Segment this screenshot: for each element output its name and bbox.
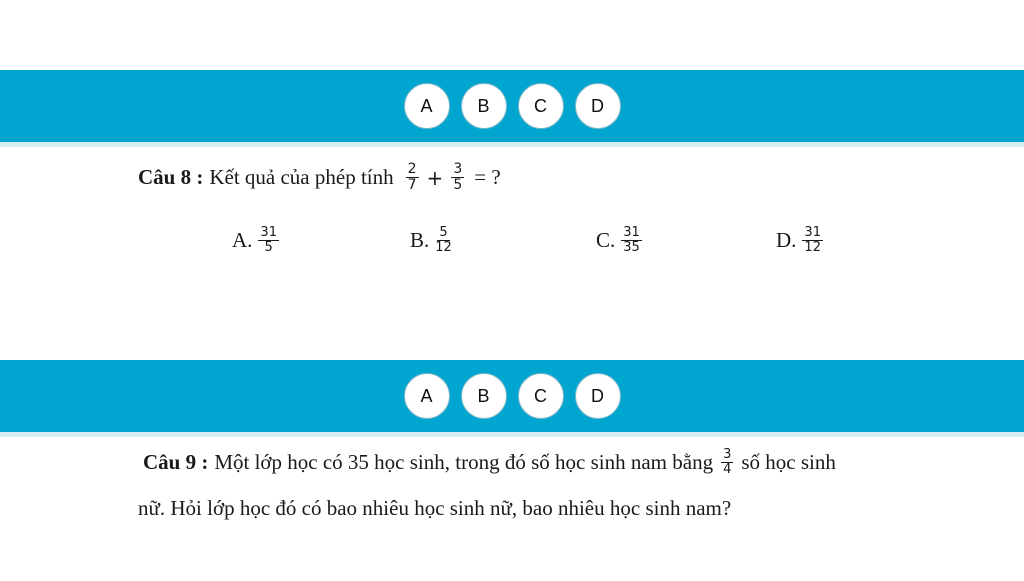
answer-a: A. $\frac{31}{5}$ — [232, 225, 277, 256]
question-8-fraction-1: $\frac{2}{7}$ — [407, 161, 417, 194]
answer-a-fraction: $\frac{31}{5}$ — [260, 225, 277, 256]
choice-b-button[interactable]: B — [461, 373, 507, 419]
plus-sign: + — [426, 165, 444, 190]
choice-c-button[interactable]: C — [518, 83, 564, 129]
question-8-text: Kết quả của phép tính — [209, 165, 394, 190]
choice-a-button[interactable]: A — [404, 83, 450, 129]
question-9-line-2: nữ. Hỏi lớp học đó có bao nhiêu học sinh nữ, bao nhiêu học sinh nam? — [138, 496, 732, 520]
choice-d-button[interactable]: D — [575, 83, 621, 129]
answer-d-fraction: $\frac{31}{12}$ — [804, 225, 821, 256]
answer-choices-bottom — [0, 360, 1024, 432]
band-divider-bottom — [0, 432, 1024, 437]
question-9-fraction: $\frac{3}{4}$ — [723, 447, 732, 478]
choice-d-button[interactable]: D — [575, 373, 621, 419]
choice-c-button[interactable]: C — [518, 373, 564, 419]
answer-d: D. $\frac{31}{12}$ — [776, 225, 821, 256]
answer-c: C. $\frac{31}{35}$ — [596, 225, 640, 256]
question-8-fraction-2: $\frac{3}{5}$ — [453, 161, 463, 194]
answer-b-fraction: $\frac{5}{12}$ — [435, 225, 452, 256]
question-8 — [138, 162, 501, 194]
question-8-label: Câu 8 : — [138, 165, 204, 190]
question-9-text-b: số học sinh — [741, 450, 836, 475]
answer-choices-top — [0, 70, 1024, 142]
question-9-text-a: Một lớp học có 35 học sinh, trong đó số học sinh nam bằng — [214, 450, 714, 475]
answer-c-fraction: $\frac{31}{35}$ — [623, 225, 640, 256]
choice-b-button[interactable]: B — [461, 83, 507, 129]
answer-b: B. $\frac{5}{12}$ — [410, 225, 452, 256]
band-divider-top — [0, 142, 1024, 147]
choice-a-button[interactable]: A — [404, 373, 450, 419]
question-8-tail: = ? — [474, 165, 501, 190]
question-9-line-1 — [143, 448, 836, 478]
question-9-label: Câu 9 : — [143, 450, 209, 475]
